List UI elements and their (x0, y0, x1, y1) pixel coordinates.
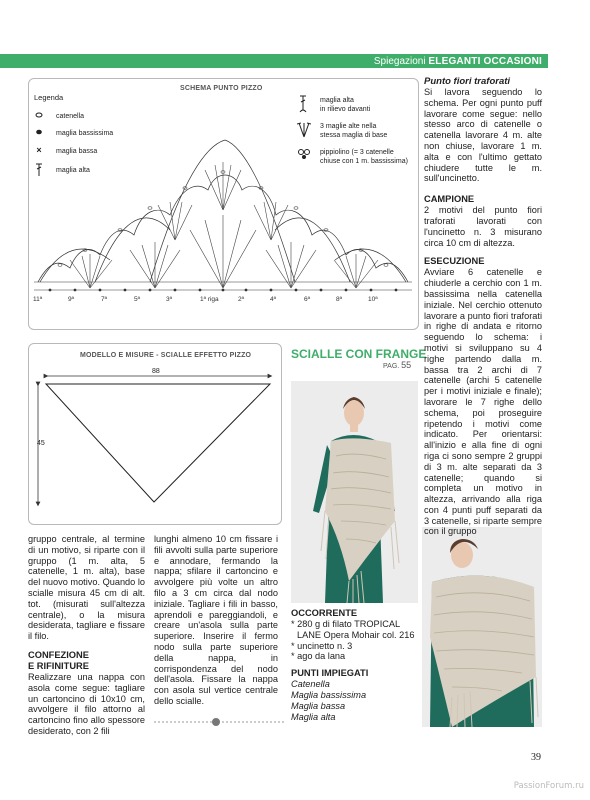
shawl-photo-back (422, 527, 542, 727)
legend-maglia-bassa: maglia bassa (56, 148, 98, 155)
watermark: PassionForum.ru (513, 781, 584, 791)
punto-title: Punto fiori traforati (424, 76, 511, 87)
punti-item: Maglia alta (291, 711, 336, 722)
legend-title: Legenda (34, 93, 64, 102)
row-label: 6ª (304, 296, 311, 303)
schema-title: SCHEMA PUNTO PIZZO (180, 85, 263, 92)
row-label: 9ª (68, 296, 75, 303)
row-label: 7ª (101, 296, 108, 303)
progress-slider (154, 716, 284, 728)
occorrente-block (291, 608, 419, 722)
legend-pippiolino: pippiolino (= 3 catenelle chiuse con 1 m. bassissima) (320, 149, 408, 165)
punti-item: Maglia bassissima (291, 689, 367, 700)
shawl-photo-main (291, 381, 418, 603)
row-label: 10ª (368, 296, 378, 303)
shawl-triangle-diagram (30, 364, 280, 522)
legend-catenella: catenella (56, 113, 85, 120)
single-crochet-x-icon: × (36, 145, 42, 155)
crochet-schema-diagram (30, 110, 416, 298)
campione-text: 2 motivi del punto fiori traforati lavorati con l'uncinetto n. 3 misurano circa 10 cm di altezza. (424, 205, 542, 248)
height-measure: 45 (37, 440, 45, 447)
section-title: SCIALLE CON FRANGE (291, 347, 427, 361)
page-number: 39 (531, 752, 541, 763)
row-label: 1ª riga (200, 296, 219, 303)
width-measure: 88 (152, 368, 160, 375)
row-label: 2ª (238, 296, 245, 303)
punti-item: Maglia bassa (291, 700, 346, 711)
col2-text: lunghi almeno 10 cm fissare i fili avvolti sulla parte superiore e annodare, fermando la nappa; sfilare il cartoncino e avvolgere più volte un altro filo a 3 cm circa dal nodo iniziale. Tagliare i fili in basso, aprendoli e pareggiandoli, e creare un'asola sulla parte superiore. Inserire il fermo nodo sulla parte superiore della nappa, in corrispondenza del nodo dell'asola. Fissare la nappa con asola sul vertice centrale dello scialle. (154, 534, 278, 706)
confezione-text: Realizzare una nappa con asola come segue: tagliare un cartoncino di 10x10 cm, avvolgere il filo attorno al cartoncino fino allo spessore desiderato, con 2 fili (28, 671, 145, 736)
row-label: 8ª (336, 296, 343, 303)
col1-text: gruppo centrale, al termine di un motivo, si riparte con il gruppo (1 m. alta, 5 catenelle, 1 m. alta), base del nuovo motivo. Quando lo scialle misura 45 cm di alt. tot. (misurati sull'altezza centrale), o la misura desiderata, tagliare e fissare il filo. (28, 534, 145, 642)
punti-title: PUNTI IMPIEGATI (291, 668, 369, 679)
legend-maglia-alta-rilievo: maglia alta in rilievo davanti (320, 97, 371, 113)
campione-title: CAMPIONE (424, 194, 475, 205)
page-ref-number: 55 (401, 360, 412, 370)
column-1 (28, 534, 145, 737)
header-main-title: ELEGANTI OCCASIONI (428, 56, 542, 67)
occorrente-item: * ago da lana (291, 651, 346, 662)
esecuzione-title: ESECUZIONE (424, 256, 485, 267)
occorrente-item: * 280 g di filato TROPICAL (291, 619, 401, 629)
right-column (424, 76, 542, 537)
page-ref-label: PAG. (383, 363, 400, 370)
legend-maglia-alta: maglia alta (56, 167, 90, 174)
page-reference (383, 360, 411, 370)
header-subtitle: Spiegazioni (373, 56, 426, 67)
column-2 (154, 534, 278, 707)
esecuzione-text: Avviare 6 catenelle e chiuderle a cerchio con 1 m. bassissima nella catenella iniziale. Nel cerchio ottenuto lavorare a punto fiori traforati in righe di andata e ritorno seguendo lo schema: i motivi si sviluppano su 4 righe partendo dalla m. bassa tra 2 archi di 7 catenelle (archi 5 catenelle per i motivi iniziale e finale); lavorare le 7 righe dello schema, poi proseguire ripetendo i motivi come indicato. Per orientarsi: all'inizio e alla fine di ogni riga ci sono sempre 2 gruppi di 3 m. alte separati da 3 catenelle; quando si completa un motivo in altezza, arrivando alla riga con 4 punti puff separati da 3 catenelle, si riparte sempre con il gruppo (424, 267, 542, 537)
legend-3-maglie-alte: 3 maglie alte nella stessa maglia di base (320, 123, 388, 139)
row-label: 5ª (134, 296, 141, 303)
legend-maglia-bassissima: maglia bassissima (56, 130, 114, 137)
confezione-title: CONFEZIONE E RIFINITURE (28, 649, 89, 671)
punto-text: Si lavora seguendo lo schema. Per ogni punto puff lavorare come segue: nello stesso arco di catenelle o catenella lavorare 4 m. alte non chiuse, lavorare 1 m. alta e con l'ultimo gettato chiudere tutte le m. sull'uncinetto. (424, 87, 542, 184)
row-label: 4ª (270, 296, 277, 303)
header-title (374, 55, 542, 68)
row-label: 11ª (33, 296, 43, 303)
occorrente-title: OCCORRENTE (291, 608, 358, 618)
model-title: MODELLO E MISURE - SCIALLE EFFETTO PIZZO (80, 352, 252, 359)
punti-item: Catenella (291, 679, 330, 690)
row-label: 3ª (166, 296, 173, 303)
occorrente-item: LANE Opera Mohair col. 216 (297, 629, 415, 640)
occorrente-item: * uncinetto n. 3 (291, 640, 353, 651)
